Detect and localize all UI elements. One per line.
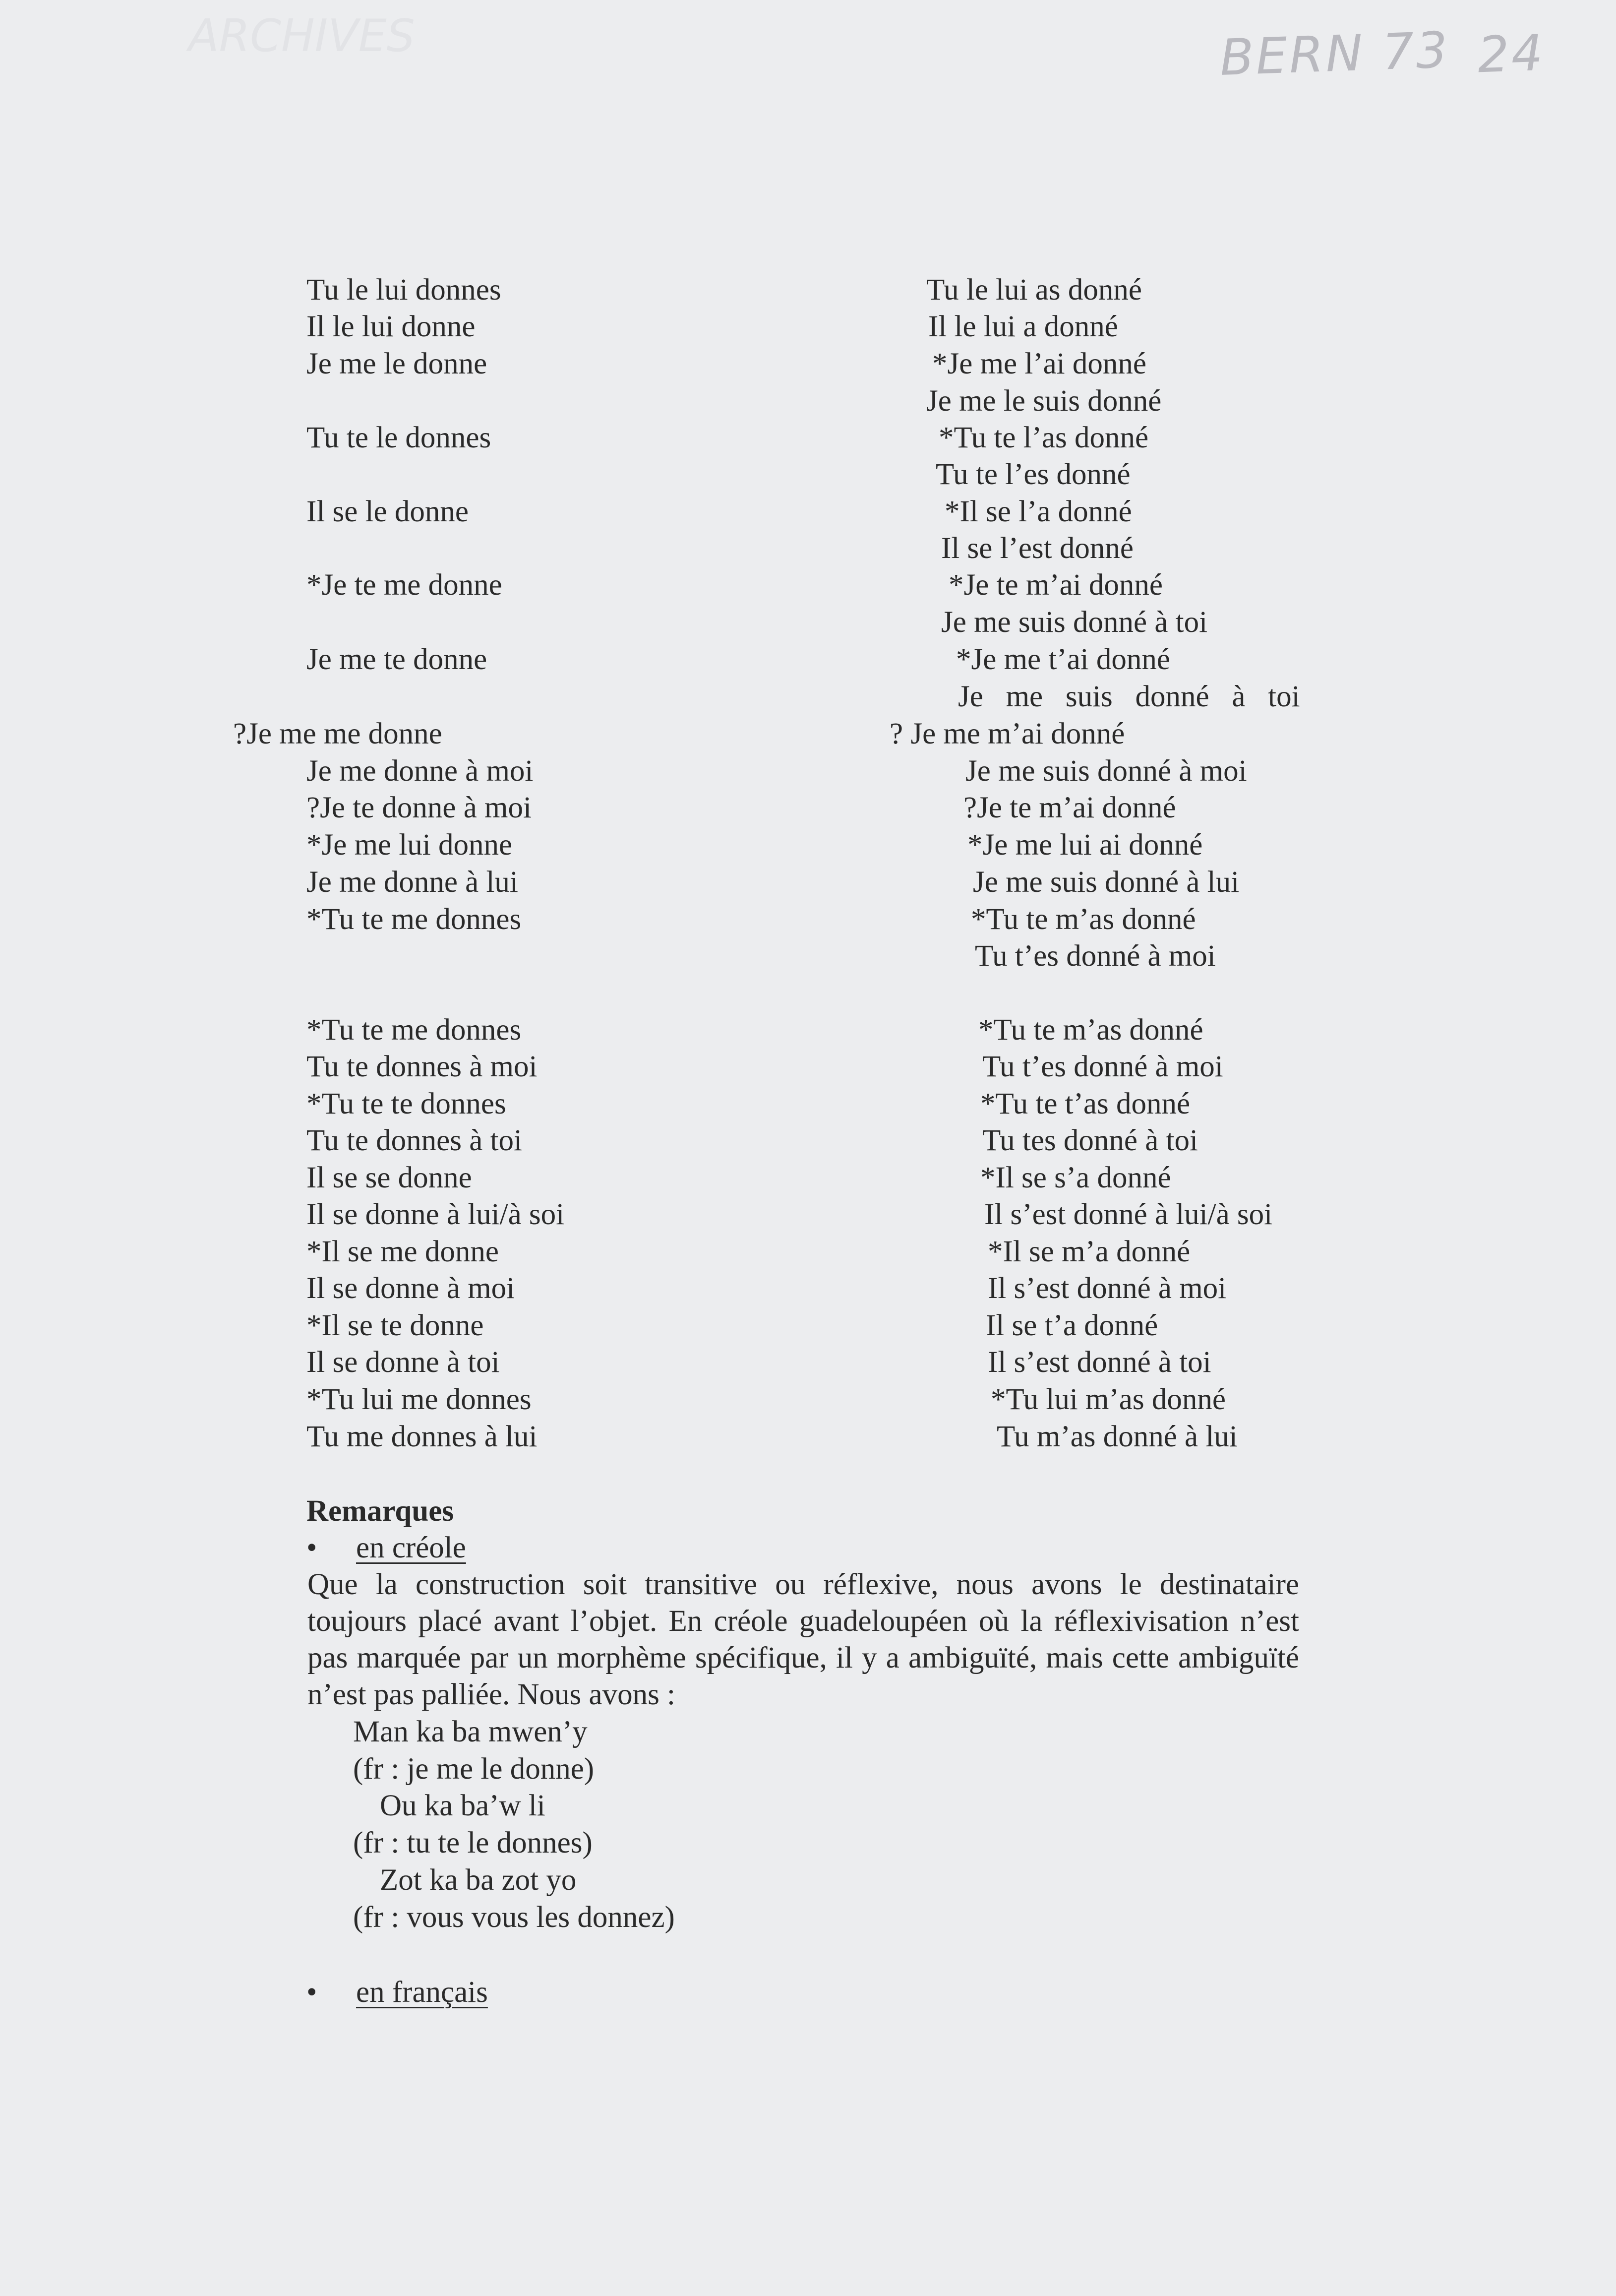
left-line: Il se se donne: [306, 1161, 472, 1194]
left-line: *Tu te me donnes: [306, 1013, 522, 1047]
right-line: *Je me l’ai donné: [932, 347, 1146, 380]
bullet-item-francais: [306, 1974, 488, 2011]
right-line: ?Je te m’ai donné: [963, 791, 1176, 824]
remarques-paragraph: [233, 1566, 1299, 1713]
right-line: *Je me t’ai donné: [956, 643, 1170, 676]
left-line: Tu me donnes à lui: [306, 1420, 538, 1453]
right-line: Tu t’es donné à moi: [982, 1050, 1223, 1083]
right-line: Il se t’a donné: [986, 1309, 1158, 1342]
example-line: Ou ka ba’w li: [380, 1789, 545, 1822]
left-line: Il se donne à moi: [306, 1272, 515, 1305]
right-line: *Tu te t’as donné: [980, 1087, 1191, 1120]
bullet-label: en français: [356, 1976, 488, 2009]
right-line: Il s’est donné à lui/à soi: [984, 1198, 1273, 1231]
right-line: Tu le lui as donné: [926, 273, 1142, 307]
left-line: Il le lui donne: [306, 310, 476, 343]
right-line: Tu tes donné à toi: [982, 1124, 1198, 1157]
right-line: Je me le suis donné: [926, 384, 1162, 418]
left-line: Il se donne à lui/à soi: [306, 1198, 565, 1231]
left-line: Je me te donne: [306, 643, 487, 676]
right-line: Tu m’as donné à lui: [997, 1420, 1238, 1453]
left-line: *Il se te donne: [306, 1309, 484, 1342]
left-line: Tu le lui donnes: [306, 273, 501, 307]
right-line: *Il se s’a donné: [980, 1161, 1171, 1194]
example-line: (fr : vous vous les donnez): [353, 1901, 675, 1934]
handwritten-page-number: 24: [1476, 23, 1546, 84]
right-line: *Tu lui m’as donné: [991, 1383, 1226, 1416]
left-line: Tu te donnes à moi: [306, 1050, 538, 1083]
bullet-label: en créole: [356, 1531, 466, 1564]
right-line: *Je te m’ai donné: [949, 568, 1163, 602]
example-line: (fr : je me le donne): [353, 1752, 595, 1786]
example-line: (fr : tu te le donnes): [353, 1826, 593, 1860]
left-line: Je me donne à lui: [306, 866, 518, 899]
right-line: *Tu te m’as donné: [978, 1013, 1203, 1047]
left-line: *Tu te me donnes: [306, 903, 522, 936]
bullet-icon: •: [306, 1976, 317, 2009]
right-line: ? Je me m’ai donné: [890, 717, 1125, 750]
left-line: *Tu te te donnes: [306, 1087, 506, 1120]
left-line: Je me donne à moi: [306, 754, 534, 788]
bullet-icon: •: [306, 1531, 317, 1564]
left-line: *Tu lui me donnes: [306, 1383, 532, 1416]
remarques-heading: Remarques: [306, 1494, 454, 1528]
left-line: *Je me lui donne: [306, 828, 513, 862]
right-line: Je me suis donné à toi: [941, 606, 1208, 639]
example-line: Man ka ba mwen’y: [353, 1715, 588, 1748]
left-line: *Je te me donne: [306, 568, 502, 602]
right-line: *Tu te l’as donné: [939, 421, 1149, 454]
left-line: *Il se me donne: [306, 1235, 499, 1268]
right-line: *Il se m’a donné: [988, 1235, 1191, 1268]
right-line: Tu te l’es donné: [936, 458, 1131, 491]
right-line: Il se l’est donné: [941, 532, 1134, 565]
right-line: Je me suis donné à moi: [965, 754, 1247, 788]
right-line: *Il se l’a donné: [945, 495, 1132, 528]
left-line: Tu te le donnes: [306, 421, 491, 454]
right-line: Il le lui a donné: [928, 310, 1118, 343]
right-line: Je me suis donné à lui: [973, 866, 1240, 899]
right-line: Il s’est donné à toi: [988, 1346, 1211, 1379]
right-line: *Je me lui ai donné: [967, 828, 1203, 862]
example-line: Zot ka ba zot yo: [380, 1863, 577, 1897]
left-line: Il se donne à toi: [306, 1346, 500, 1379]
faint-stamp: ARCHIVES: [188, 10, 415, 62]
left-line: ?Je te donne à moi: [306, 791, 532, 824]
left-line: Tu te donnes à toi: [306, 1124, 522, 1157]
left-line: Je me le donne: [306, 347, 487, 380]
right-line: Il s’est donné à moi: [988, 1272, 1227, 1305]
bullet-item-creole: [306, 1530, 466, 1566]
paragraph-text: Que la construction soit transitive ou réflexive, nous avons le destinataire toujours placé avant l’objet. En créole guadeloupéen où la réflexivisation n’est pas marquée par un morphème spécifique, il y a ambiguïté, mais cette ambiguïté n’est pas palliée. Nous avons :: [307, 1568, 1299, 1711]
left-line: Il se le donne: [306, 495, 469, 528]
right-line: Tu t’es donné à moi: [975, 939, 1216, 973]
handwritten-code: BERN 73: [1219, 20, 1451, 87]
right-line: Je me suis donné à toi: [958, 680, 1300, 713]
left-line: ?Je me me donne: [233, 717, 442, 750]
right-line: *Tu te m’as donné: [971, 903, 1196, 936]
